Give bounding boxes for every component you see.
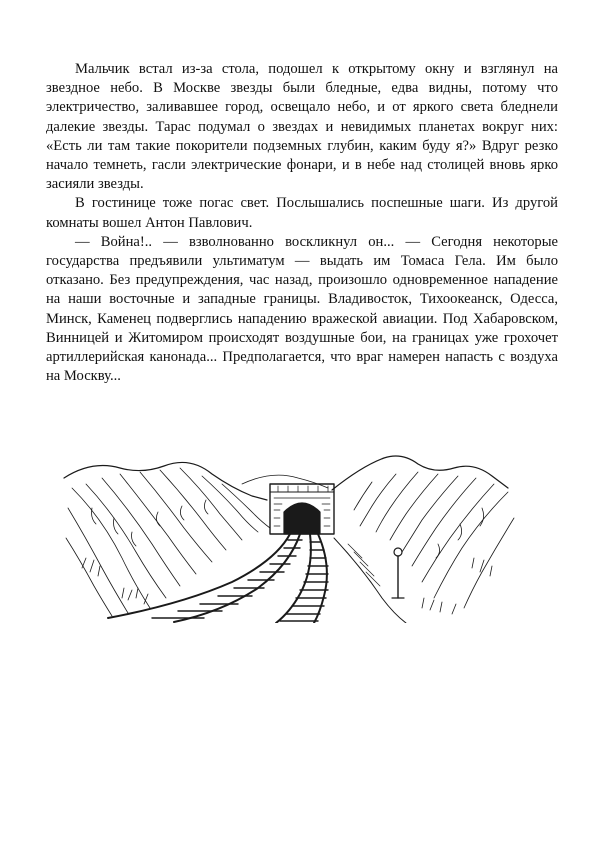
mountain-ridge-left [64, 462, 267, 500]
mountain-ridge-right [332, 456, 508, 490]
paragraph-window-stars: Мальчик встал из-за стола, подошел к открытому окну и взглянул на звездное небо. В Москве звезды были бледные, едва видны, потому что электричество, заливавшее город, освещало небо, и от яркого света бледнели далекие звезды. Тарас подумал о звездах и невидимых планетах вокруг них: «Есть ли там такие покорители подземных глубин, каким буду я?» Вдруг резко начало темнеть, гасли электрические фонари, и в небе над столицей вновь ярко засияли звезды. [46, 61, 558, 193]
mountain-ridge-far [242, 475, 328, 488]
illustration-drawing [62, 448, 522, 623]
railway-tunnel-illustration [62, 448, 522, 623]
embankment-and-signal [334, 538, 406, 623]
railway-track [108, 534, 328, 623]
right-slope-hatching [354, 472, 514, 608]
paragraph-hotel-dark: В гостинице тоже погас свет. Послышались поспешные шаги. Из другой комнаты вошел Антон Павлович. [46, 195, 558, 231]
page-text [46, 60, 558, 386]
tunnel-portal [270, 484, 334, 534]
paragraph-war-announcement: — Война!.. — взволнованно воскликнул он... — Сегодня некоторые государства предъявили ультиматум — выдать им Томаса Гела. Им было отказано. Без предупреждения, час назад, произошло одновременное нападение на наши восточные и западные границы. Владивосток, Тихоокеанск, Одесса, Минск, Каменец подверглись нападению вражеской авиации. Под Хабаровском, Винницей и Житомиром происходят воздушные бои, на границах уже грохочет артиллерийская канонада... Предполагается, что враг намерен напасть с воздуха на Москву... [46, 233, 558, 385]
grass-tufts [82, 558, 492, 614]
